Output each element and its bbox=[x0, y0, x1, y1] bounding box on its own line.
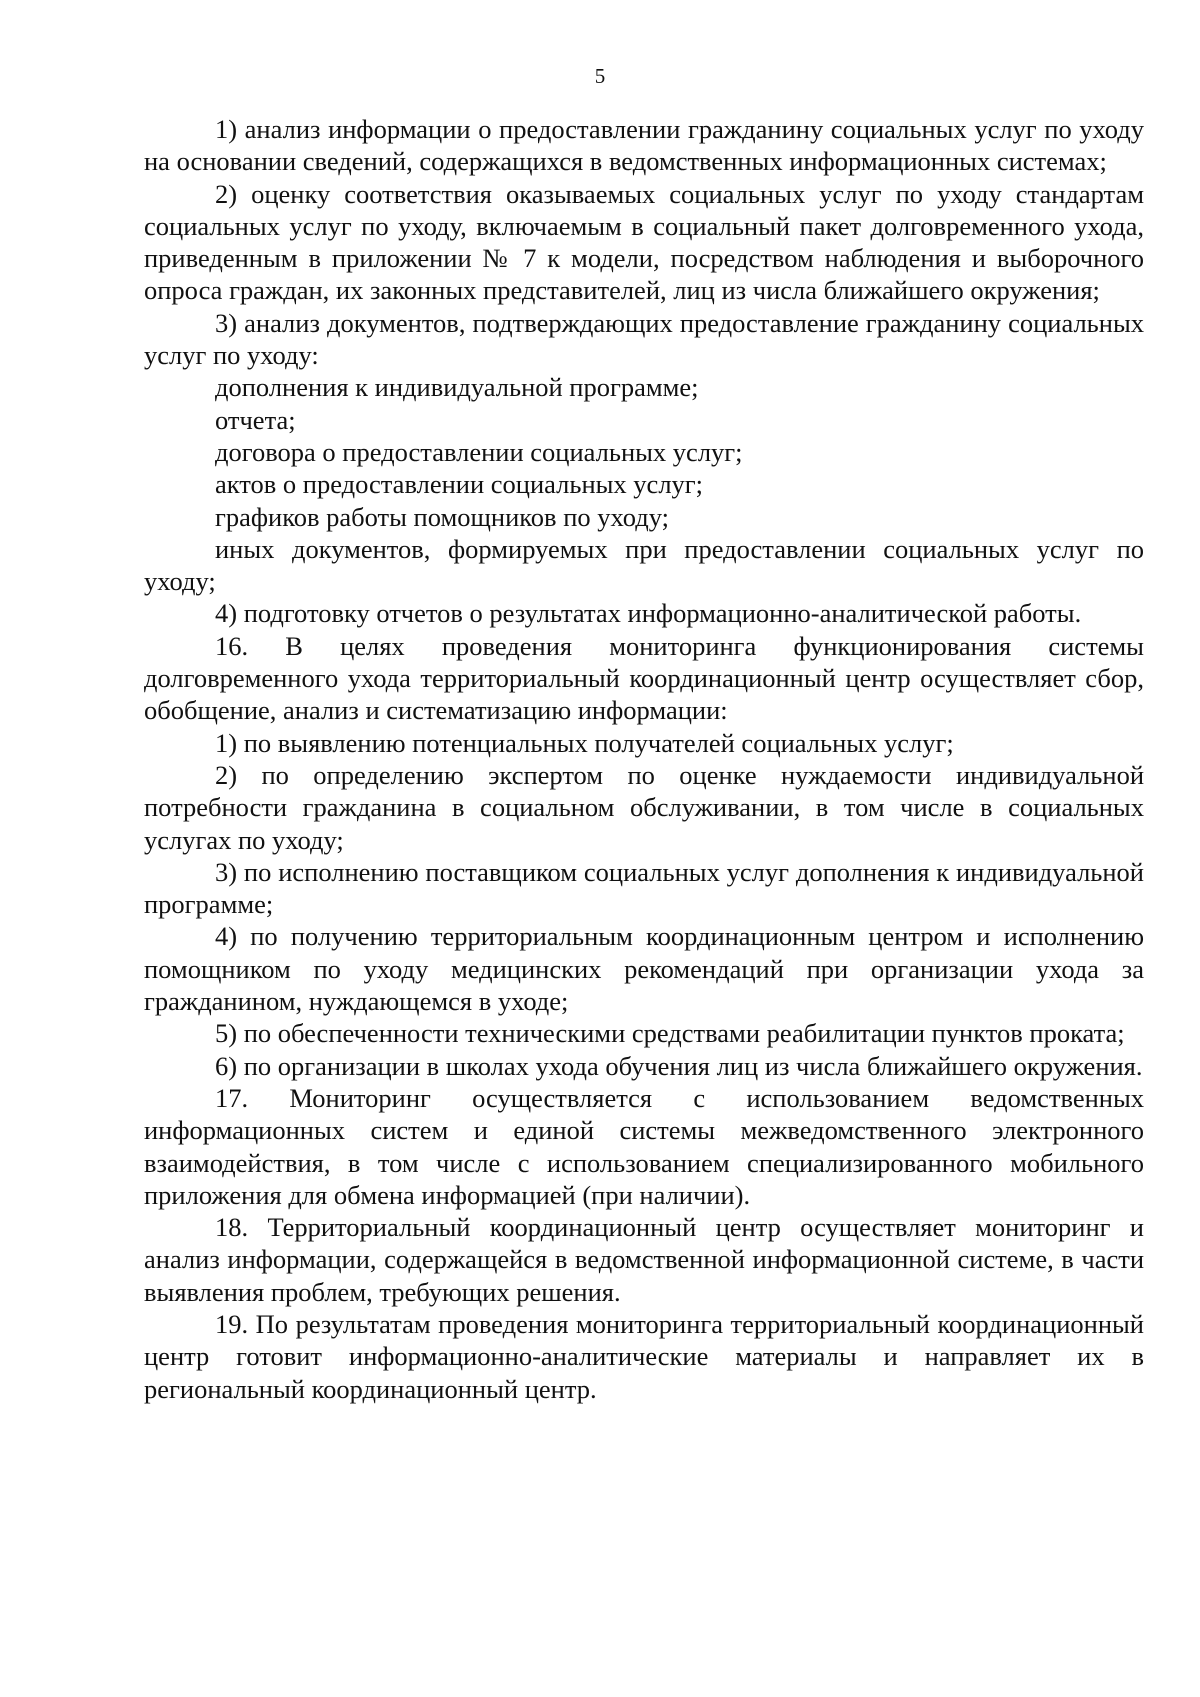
list-item-acts: актов о предоставлении социальных услуг; bbox=[215, 469, 704, 500]
paragraph-clause-16-item-4: 4) по получению территориальным координационным центром и исполнению помощником по уходу медицинских рекомендаций при организации ухода за гражданином, нуждающемся в уходе; bbox=[144, 921, 1144, 1017]
paragraph-item-4-reports: 4) подготовку отчетов о результатах информационно-аналитической работы. bbox=[215, 598, 1082, 629]
paragraph-clause-16-item-3: 3) по исполнению поставщиком социальных услуг дополнения к индивидуальной программе; bbox=[144, 856, 1144, 920]
paragraph-clause-18: 18. Территориальный координационный центр осуществляет мониторинг и анализ информации, содержащейся в ведомственной информационной системе, в части выявления проблем, требующих решения. bbox=[144, 1212, 1144, 1307]
list-item-report: отчета; bbox=[215, 404, 296, 435]
paragraph-clause-17: 17. Мониторинг осуществляется с использованием ведомственных информационных систем и единой системы межведомственного электронного взаимодействия, в том числе с использованием специализированного мобильного приложения для обмена информацией (при наличии). bbox=[144, 1082, 1144, 1210]
paragraph-clause-16-item-2: 2) по определению экспертом по оценке нуждаемости индивидуальной потребности гражданина в социальном обслуживании, в том числе в социальных услугах по уходу; bbox=[144, 759, 1144, 855]
list-item-contract: договора о предоставлении социальных услуг; bbox=[215, 436, 743, 467]
paragraph-clause-16-item-1: 1) по выявлению потенциальных получателей социальных услуг; bbox=[215, 727, 954, 758]
paragraph-clause-19: 19. По результатам проведения мониторинга территориальный координационный центр готовит информационно-аналитические материалы и направляет их в региональный координационный центр. bbox=[144, 1308, 1144, 1404]
paragraph-item-3-documents: 3) анализ документов, подтверждающих предоставление гражданину социальных услуг по уходу: bbox=[144, 307, 1144, 371]
list-item-schedules: графиков работы помощников по уходу; bbox=[215, 501, 669, 532]
paragraph-item-2-assessment: 2) оценку соответствия оказываемых социальных услуг по уходу стандартам социальных услуг по уходу, включаемым в социальный пакет долговременного ухода, приведенным в приложении № 7 к модели, посредством наблюдения и выборочного опроса граждан, их законных представителей, лиц из числа ближайшего окружения; bbox=[144, 178, 1144, 306]
page-number: 5 bbox=[594, 64, 606, 88]
paragraph-clause-16: 16. В целях проведения мониторинга функционирования системы долговременного ухода территориальный координационный центр осуществляет сбор, обобщение, анализ и систематизацию информации: bbox=[144, 630, 1144, 726]
list-item-other-documents: иных документов, формируемых при предоставлении социальных услуг по уходу; bbox=[144, 533, 1144, 597]
paragraph-clause-16-item-5: 5) по обеспеченности техническими средствами реабилитации пунктов проката; bbox=[215, 1018, 1125, 1049]
document-body bbox=[144, 113, 1144, 1405]
list-item-supplement: дополнения к индивидуальной программе; bbox=[215, 372, 699, 403]
paragraph-clause-16-item-6: 6) по организации в школах ухода обучения лиц из числа ближайшего окружения. bbox=[215, 1050, 1143, 1081]
paragraph-item-1-analysis: 1) анализ информации о предоставлении гражданину социальных услуг по уходу на основании сведений, содержащихся в ведомственных информационных системах; bbox=[144, 114, 1144, 177]
